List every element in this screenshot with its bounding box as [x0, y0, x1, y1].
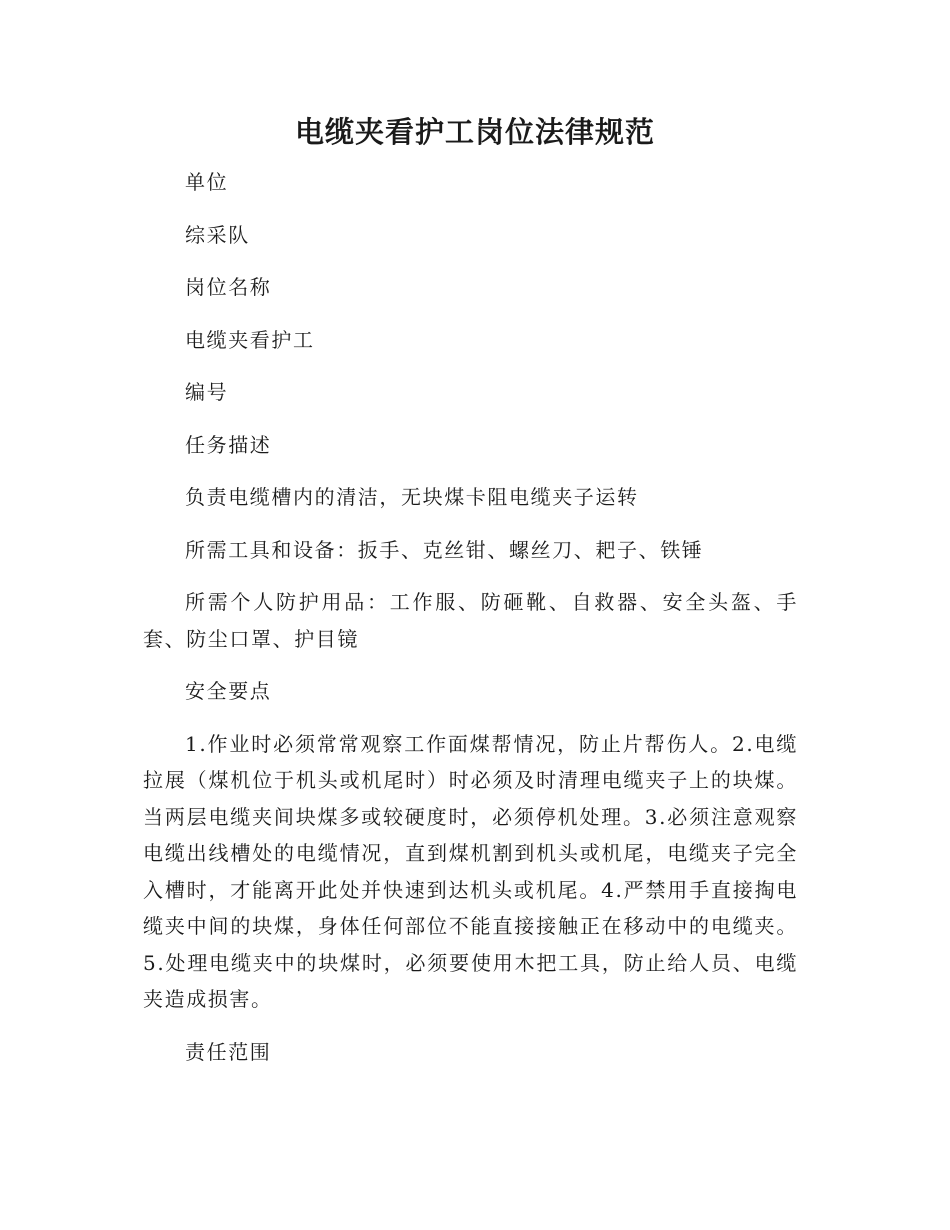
paragraph-position-label: 岗位名称	[185, 275, 272, 299]
paragraph-protective-equipment: 所需个人防护用品：工作服、防砸靴、自救器、安全头盔、手套、防尘口罩、护目镜	[143, 590, 798, 651]
document-title: 电缆夹看护工岗位法律规范	[294, 115, 655, 149]
paragraph-unit-value: 综采队	[185, 222, 250, 247]
paragraph-tools: 所需工具和设备：扳手、克丝钳、螺丝刀、耙子、铁锤	[185, 537, 704, 562]
paragraph-safety-points: 1.作业时必须常常观察工作面煤帮情况，防止片帮伤人。2.电缆拉展（煤机位于机头或机尾时）时必须及时清理电缆夹子上的块煤。当两层电缆夹间块煤多或较硬度时，必须停机处理。3.必须注意观察电缆出线槽处的电缆情况，直到煤机割到机头或机尾，电缆夹子完全入槽时，才能离开此处并快速到达机头或机尾。4.严禁用手直接掏电缆夹中间的块煤，身体任何部位不能直接接触正在移动中的电缆夹。5.处理电缆夹中的块煤时，必须要使用木把工具，防止给人员、电缆夹造成损害。	[143, 731, 798, 1011]
paragraph-responsibility-label: 责任范围	[185, 1039, 272, 1064]
paragraph-unit-label: 单位	[185, 170, 229, 194]
paragraph-code-label: 编号	[185, 380, 229, 404]
paragraph-task-label: 任务描述	[185, 432, 272, 457]
paragraph-position-value: 电缆夹看护工	[185, 327, 315, 352]
document-body	[143, 164, 798, 1086]
paragraph-task-description: 负责电缆槽内的清洁，无块煤卡阻电缆夹子运转	[185, 485, 639, 509]
paragraph-safety-label: 安全要点	[185, 679, 272, 703]
